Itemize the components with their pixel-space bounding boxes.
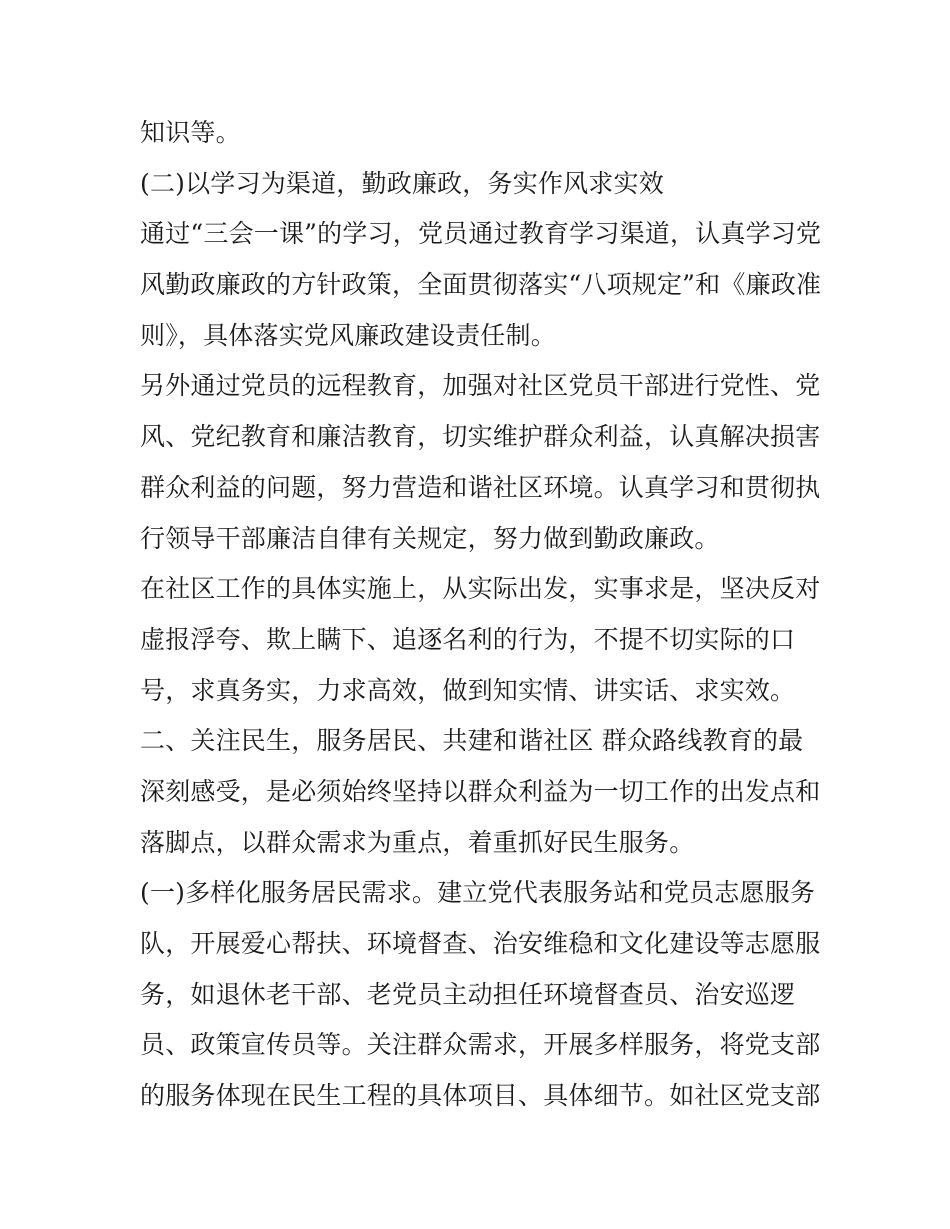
text-line: 队，开展爱心帮扶、环境督查、治安维稳和文化建设等志愿服 <box>140 929 821 958</box>
text-line: 虚报浮夸、欺上瞒下、追逐名利的行为，不提不切实际的口 <box>140 624 796 654</box>
text-line: 通过“三会一课”的学习，党员通过教育学习渠道，认真学习党 <box>140 219 822 249</box>
text-line: 群众利益的问题，努力营造和谐社区环境。认真学习和贯彻执 <box>140 472 821 502</box>
document-body <box>140 108 822 1122</box>
text-line: 在社区工作的具体实施上，从实际出发，实事求是，坚决反对 <box>140 574 821 604</box>
text-line: 则》，具体落实党风廉政建设责任制。 <box>140 320 556 350</box>
text-line: 员、政策宣传员等。关注群众需求，开展多样服务，将党支部 <box>140 1030 821 1060</box>
text-line: 落脚点，以群众需求为重点，着重抓好民生服务。 <box>140 827 695 857</box>
text-line: 知识等。 <box>140 118 241 147</box>
text-line: 务，如退休老干部、老党员主动担任环境督查员、治安巡逻 <box>140 979 796 1009</box>
text-line: 另外通过党员的远程教育，加强对社区党员干部进行党性、党 <box>140 371 821 401</box>
section-heading: 二、关注民生，服务居民、共建和谐社区 群众路线教育的最 <box>140 726 804 756</box>
text-line: 行领导干部廉洁自律有关规定，努力做到勤政廉政。 <box>140 523 720 553</box>
text-line: (一)多样化服务居民需求。建立党代表服务站和党员志愿服务 <box>140 878 816 908</box>
text-line: 号，求真务实，力求高效，做到知实情、讲实话、求实效。 <box>140 675 796 705</box>
text-line: 深刻感受，是必须始终坚持以群众利益为一切工作的出发点和 <box>140 776 821 806</box>
text-line: 的服务体现在民生工程的具体项目、具体细节。如社区党支部 <box>140 1081 821 1111</box>
text-line: 风、党纪教育和廉洁教育，切实维护群众利益，认真解决损害 <box>140 422 821 452</box>
section-heading: (二)以学习为渠道，勤政廉政，务实作风求实效 <box>140 168 664 198</box>
text-line: 风勤政廉政的方针政策，全面贯彻落实“八项规定”和《廉政准 <box>140 270 822 300</box>
